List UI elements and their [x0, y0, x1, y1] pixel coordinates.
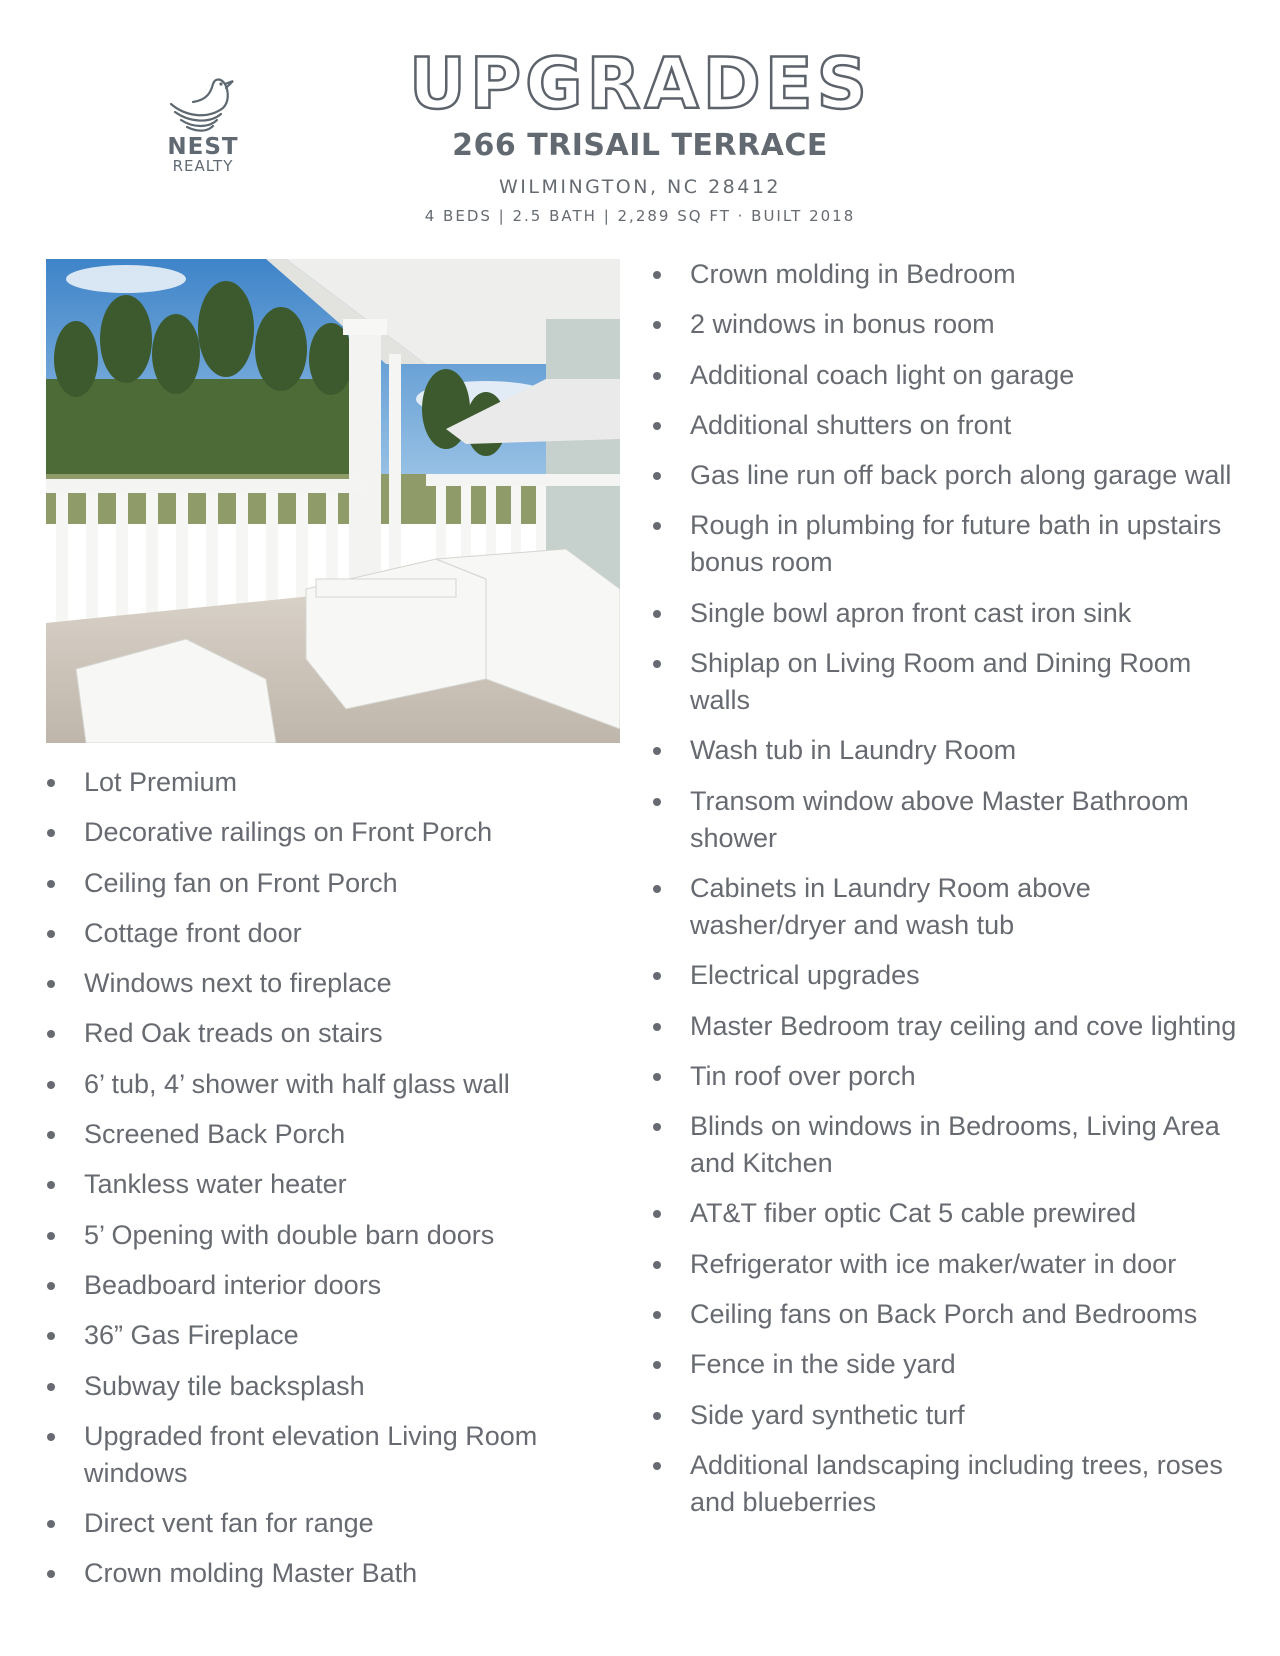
logo-nest-text: NEST	[167, 134, 239, 160]
property-city: WILMINGTON, NC 28412	[498, 176, 782, 198]
list-item: Cottage front door	[47, 915, 627, 952]
bullet-icon	[47, 1232, 55, 1240]
list-item: Decorative railings on Front Porch	[47, 814, 627, 851]
bullet-icon	[653, 1361, 661, 1369]
bullet-icon	[47, 1332, 55, 1340]
list-item: Screened Back Porch	[47, 1116, 627, 1153]
bullet-icon	[47, 980, 55, 988]
bullet-icon	[653, 1073, 661, 1081]
list-item: Fence in the side yard	[653, 1346, 1243, 1383]
list-item: Tin roof over porch	[653, 1058, 1243, 1095]
bullet-icon	[653, 522, 661, 530]
list-item: AT&T fiber optic Cat 5 cable prewired	[653, 1195, 1243, 1232]
list-item: 36” Gas Fireplace	[47, 1317, 627, 1354]
list-item: Red Oak treads on stairs	[47, 1015, 627, 1052]
upgrades-list-right	[653, 256, 1243, 1534]
bullet-icon	[653, 372, 661, 380]
logo-realty-text: REALTY	[172, 157, 234, 175]
bullet-icon	[47, 1433, 55, 1441]
nest-realty-logo	[158, 72, 248, 182]
bullet-icon	[653, 1123, 661, 1131]
list-item: Transom window above Master Bathroom shower	[653, 783, 1243, 857]
list-item: Additional coach light on garage	[653, 357, 1243, 394]
list-item: Wash tub in Laundry Room	[653, 732, 1243, 769]
upgrades-list-left	[47, 764, 627, 1606]
list-item: Crown molding in Bedroom	[653, 256, 1243, 293]
bullet-icon	[653, 1261, 661, 1269]
list-item: Side yard synthetic turf	[653, 1397, 1243, 1434]
bullet-icon	[47, 1081, 55, 1089]
list-item: Ceiling fan on Front Porch	[47, 865, 627, 902]
bullet-icon	[47, 930, 55, 938]
bullet-icon	[653, 610, 661, 618]
bullet-icon	[653, 660, 661, 668]
bullet-icon	[653, 321, 661, 329]
list-item: Shiplap on Living Room and Dining Room walls	[653, 645, 1243, 719]
bullet-icon	[47, 1282, 55, 1290]
bullet-icon	[653, 798, 661, 806]
bullet-icon	[653, 422, 661, 430]
bullet-icon	[653, 885, 661, 893]
list-item: Cabinets in Laundry Room above washer/dryer and wash tub	[653, 870, 1243, 944]
bullet-icon	[653, 1412, 661, 1420]
bullet-icon	[653, 271, 661, 279]
bird-icon	[163, 72, 243, 134]
page-title: UPGRADES	[408, 43, 871, 125]
list-item: Refrigerator with ice maker/water in door	[653, 1246, 1243, 1283]
list-item: Direct vent fan for range	[47, 1505, 627, 1542]
bullet-icon	[47, 1030, 55, 1038]
list-item: Tankless water heater	[47, 1166, 627, 1203]
bullet-icon	[47, 1181, 55, 1189]
bullet-icon	[653, 472, 661, 480]
list-item: 2 windows in bonus room	[653, 306, 1243, 343]
list-item: Additional shutters on front	[653, 407, 1243, 444]
list-item: Windows next to fireplace	[47, 965, 627, 1002]
bullet-icon	[47, 880, 55, 888]
bullet-icon	[47, 829, 55, 837]
bullet-icon	[653, 1462, 661, 1470]
bullet-icon	[653, 1023, 661, 1031]
list-item: Lot Premium	[47, 764, 627, 801]
list-item: Beadboard interior doors	[47, 1267, 627, 1304]
list-item: Subway tile backsplash	[47, 1368, 627, 1405]
list-item: Blinds on windows in Bedrooms, Living Area and Kitchen	[653, 1108, 1243, 1182]
bullet-icon	[47, 1383, 55, 1391]
bullet-icon	[47, 1131, 55, 1139]
list-item: 5’ Opening with double barn doors	[47, 1217, 627, 1254]
bullet-icon	[653, 1311, 661, 1319]
list-item: Rough in plumbing for future bath in upstairs bonus room	[653, 507, 1243, 581]
property-address: 266 TRISAIL TERRACE	[452, 128, 828, 163]
bullet-icon	[47, 779, 55, 787]
list-item: Gas line run off back porch along garage wall	[653, 457, 1243, 494]
list-item: Crown molding Master Bath	[47, 1555, 627, 1592]
porch-photo	[46, 259, 620, 743]
bullet-icon	[47, 1520, 55, 1528]
bullet-icon	[47, 1570, 55, 1578]
list-item: Electrical upgrades	[653, 957, 1243, 994]
property-facts: 4 BEDS | 2.5 BATH | 2,289 SQ FT · BUILT 2018	[424, 207, 856, 225]
list-item: Single bowl apron front cast iron sink	[653, 595, 1243, 632]
bullet-icon	[653, 747, 661, 755]
list-item: Master Bedroom tray ceiling and cove lighting	[653, 1008, 1243, 1045]
list-item: Upgraded front elevation Living Room windows	[47, 1418, 627, 1492]
list-item: Ceiling fans on Back Porch and Bedrooms	[653, 1296, 1243, 1333]
list-item: Additional landscaping including trees, roses and blueberries	[653, 1447, 1243, 1521]
bullet-icon	[653, 972, 661, 980]
list-item: 6’ tub, 4’ shower with half glass wall	[47, 1066, 627, 1103]
bullet-icon	[653, 1210, 661, 1218]
